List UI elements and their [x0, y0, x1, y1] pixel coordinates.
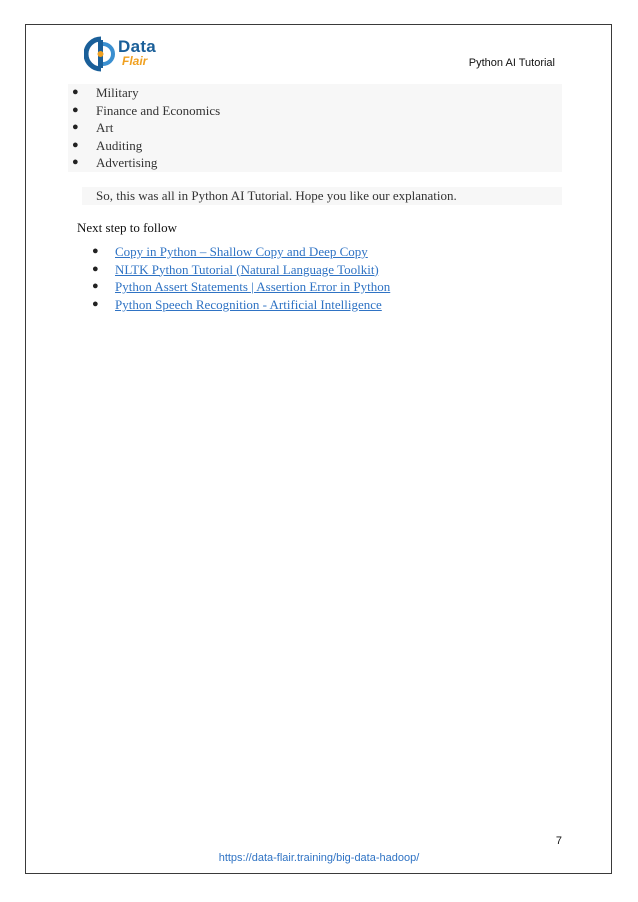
logo-mark-icon [84, 36, 118, 72]
list-item-text: Advertising [96, 155, 158, 171]
link-nltk-tutorial[interactable]: NLTK Python Tutorial (Natural Language Toolkit) [115, 261, 379, 277]
bullet-icon: ● [72, 103, 79, 116]
list-item [88, 278, 390, 296]
bullet-icon: ● [92, 245, 99, 257]
bullet-icon: ● [92, 280, 99, 293]
list-item [68, 84, 562, 102]
list-item [88, 243, 390, 261]
bullet-icon: ● [92, 297, 99, 310]
dataflair-logo [84, 36, 164, 72]
bullet-icon: ● [72, 121, 79, 134]
list-item [68, 102, 562, 120]
list-item-text: Finance and Economics [96, 102, 221, 118]
list-item-text: Auditing [96, 137, 143, 153]
link-speech-recognition[interactable]: Python Speech Recognition - Artificial Intelligence [115, 296, 382, 312]
logo-word-data: Data [118, 37, 157, 56]
footer-url-link[interactable]: https://data-flair.training/big-data-hadoop/ [218, 852, 420, 864]
bullet-icon: ● [72, 138, 79, 151]
list-item-text: Military [96, 85, 139, 100]
list-item [88, 296, 390, 314]
running-header-title: Python AI Tutorial [468, 57, 555, 69]
logo-word-flair: Flair [122, 54, 148, 68]
link-copy-in-python[interactable]: Copy in Python – Shallow Copy and Deep Copy [115, 244, 368, 259]
next-steps-links [88, 243, 390, 313]
page-number: 7 [555, 835, 562, 847]
closing-paragraph: So, this was all in Python AI Tutorial. Hope you like our explanation. [82, 187, 562, 205]
bullet-icon: ● [72, 86, 79, 98]
list-item [68, 119, 562, 137]
logo-wordmark [118, 38, 156, 67]
list-item [88, 261, 390, 279]
bullet-icon: ● [92, 262, 99, 275]
list-item-text: Art [96, 120, 114, 136]
applications-list [68, 84, 562, 172]
list-item [68, 154, 562, 172]
list-item [68, 137, 562, 155]
next-steps-heading: Next step to follow [77, 220, 178, 235]
bullet-icon: ● [72, 156, 79, 169]
link-assert-statements[interactable]: Python Assert Statements | Assertion Error in Python [115, 279, 391, 295]
